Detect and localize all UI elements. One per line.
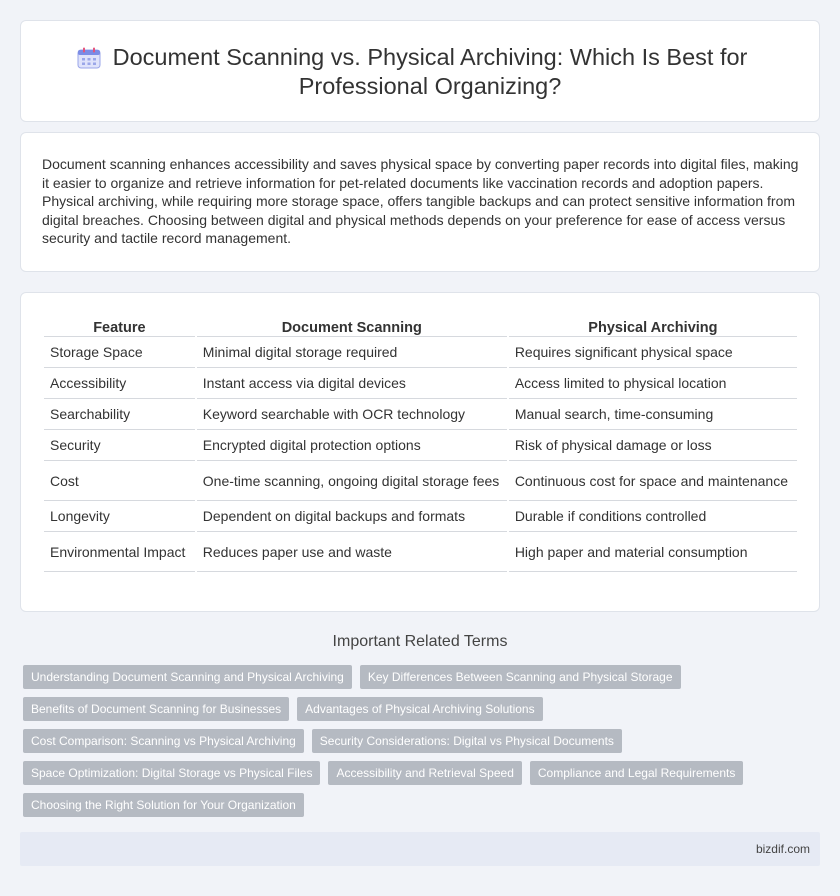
feature-cell: Accessibility — [44, 368, 195, 399]
feature-cell: Environmental Impact — [44, 532, 195, 572]
archiving-cell: Manual search, time-consuming — [509, 399, 797, 430]
footer-site-link[interactable]: bizdif.com — [755, 842, 810, 856]
scanning-cell: Encrypted digital protection options — [197, 430, 507, 461]
related-terms-list — [23, 665, 763, 817]
header-physical-archiving: Physical Archiving — [509, 315, 797, 337]
feature-cell: Storage Space — [44, 337, 195, 368]
related-terms-heading: Important Related Terms — [332, 633, 508, 650]
scanning-cell: Instant access via digital devices — [197, 368, 507, 399]
related-term-tag[interactable]: Key Differences Between Scanning and Physical Storage — [360, 665, 681, 689]
header-document-scanning: Document Scanning — [197, 315, 507, 337]
related-term-tag[interactable]: Compliance and Legal Requirements — [530, 761, 743, 785]
archiving-cell: Requires significant physical space — [509, 337, 797, 368]
feature-cell: Cost — [44, 461, 195, 501]
feature-cell: Security — [44, 430, 195, 461]
archiving-cell: Durable if conditions controlled — [509, 501, 797, 532]
archiving-cell: Access limited to physical location — [509, 368, 797, 399]
footer — [20, 832, 820, 866]
table-header-row — [44, 315, 797, 337]
related-term-tag[interactable]: Choosing the Right Solution for Your Organization — [23, 793, 304, 817]
related-term-tag[interactable]: Space Optimization: Digital Storage vs Physical Files — [23, 761, 320, 785]
related-term-tag[interactable]: Security Considerations: Digital vs Physical Documents — [312, 729, 622, 753]
table-row — [44, 430, 797, 461]
table-row — [44, 399, 797, 430]
intro-card — [20, 132, 820, 272]
scanning-cell: Reduces paper use and waste — [197, 532, 507, 572]
header-feature: Feature — [44, 315, 195, 337]
table-row — [44, 461, 797, 501]
feature-cell: Longevity — [44, 501, 195, 532]
intro-paragraph: Document scanning enhances accessibility and saves physical space by converting paper records into digital files, making it easier to organize and retrieve information for pet-related documents like vaccination records and adoption papers. Physical archiving, while requiring more storage space, offers tangible backups and can protect sensitive information from digital breaches. Choosing between digital and physical methods depends on your preference for ease of access versus security and tactile record management. — [42, 156, 799, 247]
scanning-cell: One-time scanning, ongoing digital storage fees — [197, 461, 507, 501]
scanning-cell: Keyword searchable with OCR technology — [197, 399, 507, 430]
feature-cell: Searchability — [44, 399, 195, 430]
table-row — [44, 368, 797, 399]
related-term-tag[interactable]: Benefits of Document Scanning for Businesses — [23, 697, 289, 721]
scanning-cell: Dependent on digital backups and formats — [197, 501, 507, 532]
title-card — [20, 20, 820, 122]
comparison-table — [42, 315, 799, 572]
archiving-cell: Continuous cost for space and maintenance — [509, 461, 797, 501]
scanning-cell: Minimal digital storage required — [197, 337, 507, 368]
table-row — [44, 532, 797, 572]
related-term-tag[interactable]: Understanding Document Scanning and Physical Archiving — [23, 665, 352, 689]
archiving-cell: High paper and material consumption — [509, 532, 797, 572]
archiving-cell: Risk of physical damage or loss — [509, 430, 797, 461]
comparison-card — [20, 292, 820, 612]
table-row — [44, 337, 797, 368]
related-term-tag[interactable]: Cost Comparison: Scanning vs Physical Archiving — [23, 729, 304, 753]
related-term-tag[interactable]: Accessibility and Retrieval Speed — [328, 761, 521, 785]
page-title: Document Scanning vs. Physical Archiving: Which Is Best for Professional Organizing? — [112, 44, 748, 99]
related-term-tag[interactable]: Advantages of Physical Archiving Solutions — [297, 697, 542, 721]
table-row — [44, 501, 797, 532]
